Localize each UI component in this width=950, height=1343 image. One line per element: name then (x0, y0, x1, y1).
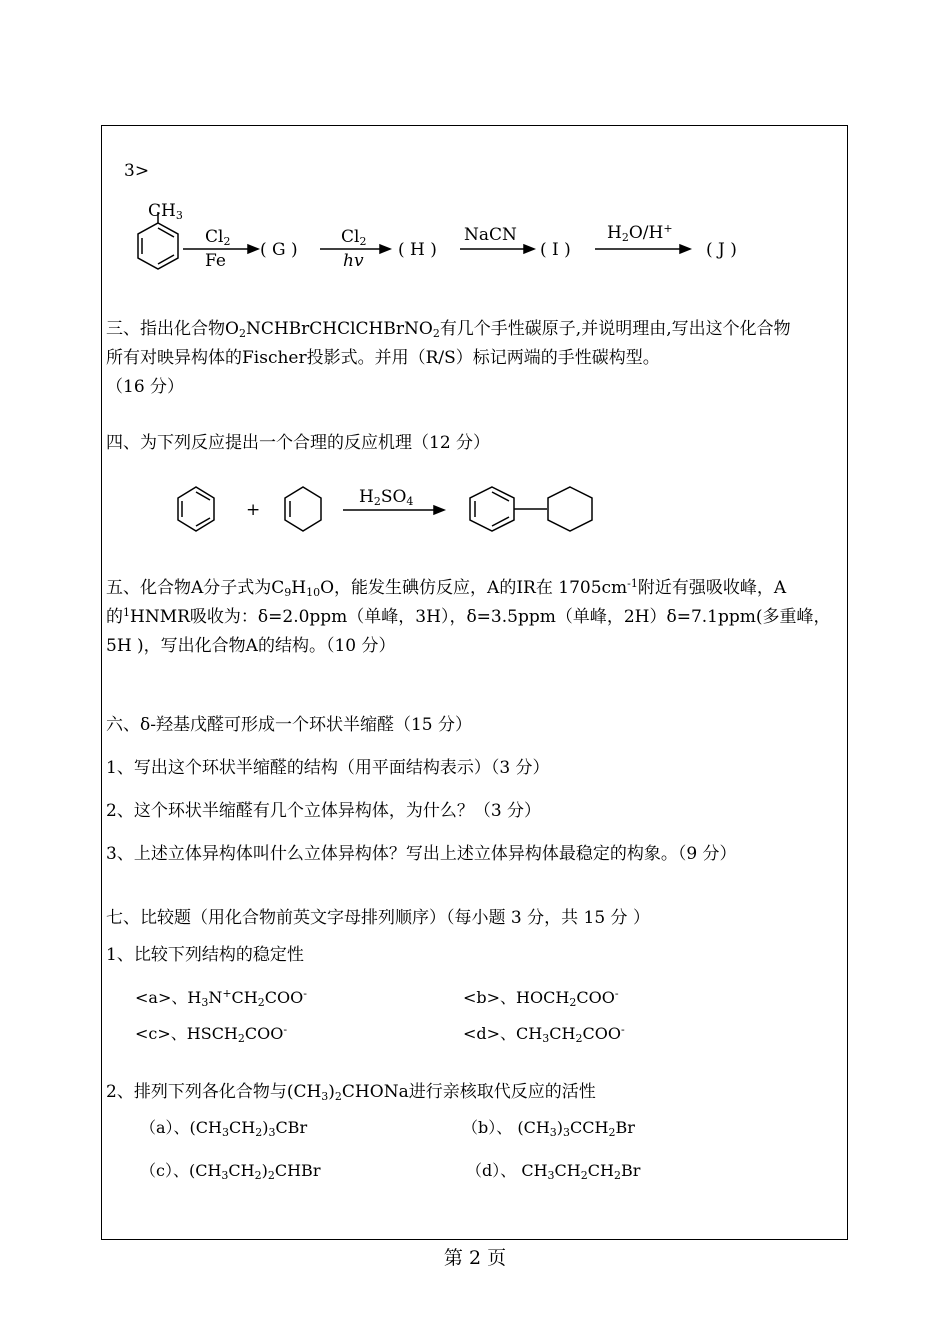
q4-title: 四、为下列反应提出一个合理的反应机理（12 分） (106, 433, 491, 453)
q7-sub2-c: （c）、$(CH_3CH_2)_2CHBr$ (140, 1161, 321, 1182)
q5-line3: 5H )，写出化合物A的结构。（10 分） (106, 636, 396, 656)
q7-sub1-c: <c>、$HSCH_2COO^-$ (135, 1023, 288, 1045)
cyclohexene-structure (285, 487, 321, 531)
q2-part3-number: 3> (124, 161, 150, 181)
step1-reagent-top: $Cl_2$ (205, 227, 231, 248)
plus-sign: + (246, 500, 261, 520)
q6-title: 六、δ-羟基戊醛可形成一个环状半缩醛（15 分） (106, 715, 473, 735)
q7-sub2-b: （b）、 $(CH_3)_3CCH_2Br$ (462, 1118, 635, 1139)
product-h: ( H ) (398, 240, 437, 260)
q3-line1: 三、指出化合物$O_2NCHBrCHClCHBrNO_2$有几个手性碳原子,并说明理由,写出这个化合物 (106, 319, 791, 340)
q7-sub1-b: <b>、$HOCH_2COO^-$ (463, 987, 619, 1009)
q6-item1: 1、写出这个环状半缩醛的结构（用平面结构表示）（3 分） (106, 758, 550, 778)
q7-sub1-title: 1、比较下列结构的稳定性 (106, 945, 304, 965)
product-i: ( I ) (540, 240, 571, 260)
step2-reagent-top: $Cl_2$ (341, 227, 367, 248)
q7-sub2-a: （a）、$(CH_3CH_2)_3CBr$ (140, 1118, 308, 1139)
cyclohexylbenzene-structure (470, 487, 592, 531)
q7-sub2-title: 2、排列下列各化合物与$(CH_3)_2CHONa$进行亲核取代反应的活性 (106, 1082, 596, 1103)
product-j: ( J ) (706, 240, 737, 260)
step3-reagent: NaCN (464, 225, 517, 245)
benzene-structure (178, 487, 214, 531)
q7-title: 七、比较题（用化合物前英文字母排列顺序）（每小题 3 分，共 15 分 ） (106, 908, 650, 928)
q5-line1: 五、化合物A分子式为$C_9H_{10}O$，能发生碘仿反应，A的IR在 $1705cm^{-1}$附近有强吸收峰，A (106, 577, 787, 599)
q3-line2: 所有对映异构体的Fischer投影式。并用（R/S）标记两端的手性碳构型。 (106, 348, 660, 368)
product-g: ( G ) (260, 240, 298, 260)
page-footer: 第 2 页 (443, 1247, 507, 1269)
q6-item3: 3、上述立体异构体叫什么立体异构体？写出上述立体异构体最稳定的构象。（9 分） (106, 844, 737, 864)
h2so4-reagent: $H_2SO_4$ (359, 487, 414, 508)
q6-item2: 2、这个环状半缩醛有几个立体异构体，为什么？（3 分） (106, 801, 542, 821)
step2-reagent-bottom: hv (343, 251, 364, 271)
q5-line2: 的$^1$HNMR吸收为：δ=2.0ppm（单峰，3H），δ=3.5ppm（单峰，2H）δ=7.1ppm(多重峰， (106, 606, 831, 627)
toluene-ch3: $CH_3$ (148, 201, 183, 222)
q7-sub1-d: <d>、$CH_3CH_2COO^-$ (463, 1023, 625, 1045)
step4-reagent: $H_2O/H^+$ (607, 222, 673, 244)
q3-line3: （16 分） (106, 377, 185, 397)
q7-sub1-a: <a>、$H_3N^+CH_2COO^-$ (135, 987, 307, 1009)
step1-reagent-bottom: Fe (205, 251, 226, 271)
q7-sub2-d: （d）、 $CH_3CH_2CH_2Br$ (466, 1161, 641, 1182)
